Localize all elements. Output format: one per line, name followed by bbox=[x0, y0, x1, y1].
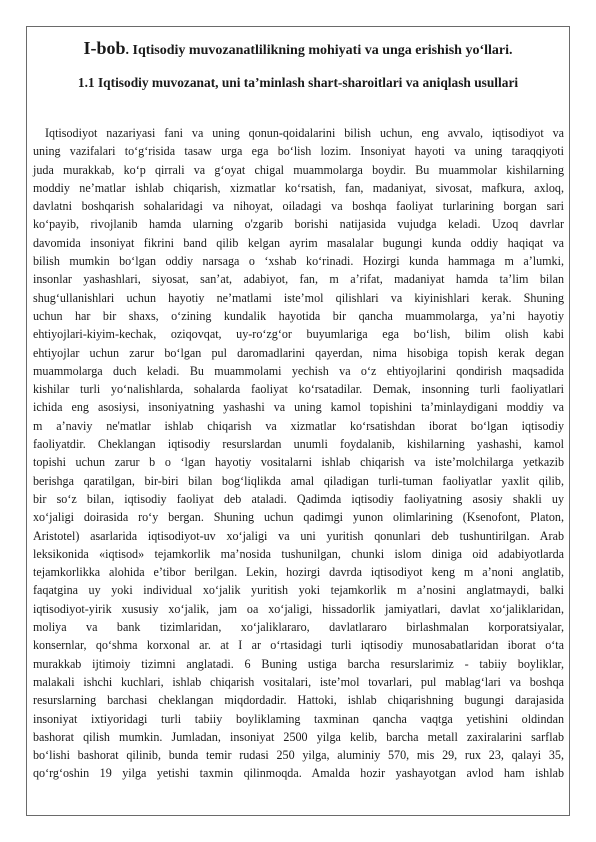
text-line: ehtiyojlar uchun zarur bo‘lgan pul daromadlarini qayerdan, nima hisobiga topish kerak degan bbox=[33, 345, 564, 360]
text-line: xo‘jaligi doirasida ro‘y bergan. Shuning uchun qadimgi yunon olimlarining (Ksenofont, Platon, bbox=[33, 510, 564, 525]
text-line: moliya va bank tizimlaridan, xo‘jaliklararo, davlatlararo birlashmalan korporatsiyalar, bbox=[33, 620, 564, 635]
text-line: ko‘payib, rivojlanib hamda ularning o'zgarib borishi natijasida vujudga keladi. Uzoq davrlar bbox=[33, 217, 564, 232]
text-line: shug‘ullanishlari uchun hayotiy ne’matlami iste’mol qilishlari va kiyinishlari kerak. Shuning bbox=[33, 290, 564, 305]
text-line: kishilar turli yo‘nalishlarda, sohalarda faoliyat ko‘rsatadilar. Demak, insonning turli faoliyatlari bbox=[33, 382, 564, 397]
text-line: muammolarga duch keladi. Bu muammolami yechish va o‘z ehtiyojlarini qondirish maqsadida bbox=[33, 363, 564, 378]
chapter-title-text: . Iqtisodiy muvozanatlilikning mohiyati va unga erishish yo‘llari. bbox=[125, 43, 513, 58]
text-line: bo‘lishi bashorat qilinib, bunda temir rudasi 250 yilga, aluminiy 570, mis 29, rux 23, qalayi 35, bbox=[33, 748, 564, 763]
text-line: ehtiyojlari-kiyim-kechak, oziqovqat, uy-ro‘zg‘or buyumlariga ega bo‘lish, bilim olish kabi bbox=[33, 327, 564, 342]
text-line: berishga qaratilgan, bir-biri bilan bog‘liqlikda amal qiladigan turli-tuman faoliyatlar yaxlit qilib, bbox=[33, 473, 564, 488]
text-line: uchun har bir shaxs, o‘zining kundalik hayotida bir qancha muammolarga, ya’ni hayotiy bbox=[33, 308, 564, 323]
text-line: m a’naviy ne'matlar ishlab chiqarish va xizmatlar ko‘rsatishdan iborat bo‘lgan iqtisodiy bbox=[33, 418, 564, 433]
text-line: moddiy ne’matlar ishlab chiqarish, xizmatlar ko‘rsatish, fan, madaniyat, sivosat, mafkura, axloq, bbox=[33, 180, 564, 195]
text-line: faoliyatdir. Cheklangan iqtisodiy resurslardan unumli foydalanib, kishilarning yashashi, kamol bbox=[33, 437, 564, 452]
text-line: tejamkorlikka alohida e’tibor berilgan. Lekin, hozirgi davrda iqtisodiyot keng m a’noni anglatib, bbox=[33, 565, 564, 580]
text-line: Iqtisodiyot nazariyasi fani va uning qonun-qoidalarini bilish uchun, eng avvalo, iqtisodiyot va bbox=[45, 126, 564, 140]
chapter-label: I-bob bbox=[83, 38, 126, 58]
text-line: malakali ishchi kuchlari, ishlab chiqarish vositalari, iste’mol tovarlari, pul mablag‘lari va boshqa bbox=[33, 674, 564, 689]
text-line: topishi uchun zarur b o ‘lgan hayotiy vositalarni ishlab chiqarish va iste’molchilarga yetkazib bbox=[33, 455, 564, 470]
text-line: bilish mumkin bo‘lgan oddiy narsaga o ‘xshab ko‘rinadi. Hozirgi kunda hammaga m a’lumki, bbox=[33, 254, 564, 269]
section-title: 1.1 Iqtisodiy muvozanat, uni ta’minlash shart-sharoitlari va aniqlash usullari bbox=[77, 75, 519, 90]
text-line: insoniyat ixtiyoridagi turli tabiiy boyliklaming taxminan qancha vaqtga yetishini oldindan bbox=[33, 711, 564, 726]
text-line: davlatni boshqarish sohalaridagi va nihoyat, oiladagi va boshqa faoliyat turlarining borgan sari bbox=[33, 199, 564, 214]
text-line: davomida insoniyat fikrini band qilib kelgan ayrim masalalar bugungi kunda oddiy haqiqat va bbox=[33, 235, 564, 250]
text-line: leksikonida «iqtisod» tejamkorlik ma’nosida tushunilgan, chunki islom diniga oid adabiyotlarda bbox=[33, 546, 564, 561]
chapter-title bbox=[30, 38, 566, 59]
text-line: iqtisodiyot-yirik xususiy xo‘jalik, jam oa xo‘jaligi, hissadorlik jamiyatlari, davlat xo‘jaliklaridan, bbox=[33, 601, 564, 616]
text-line: bir so‘z bilan, iqtisodiy faoliyat deb ataladi. Qadimda iqtisodiy faoliyatning asosiy shakli uy bbox=[33, 491, 564, 506]
text-line: uning vazifalari to‘g‘risida tasaw urga ega bo‘lish lozim. Insoniyat hayoti va uning taraqqiyoti bbox=[33, 144, 564, 159]
text-line: juda murakkab, ko‘p qirrali va g‘oyat chigal muammolarga boydir. Bu muammolar kishilarning bbox=[33, 162, 564, 177]
text-line: faqatgina uy yoki individual xo‘jalik yuritish yoki tejamkorlik m a’nosini anglatmaydi, balki bbox=[33, 583, 564, 598]
body-paragraph bbox=[33, 124, 564, 783]
text-line: resurslarning barchasi cheklangan miqdordadir. Hattoki, ishlab chiqarishning bugungi darajasida bbox=[33, 693, 564, 708]
text-line: Aristotel) asarlarida iqtisodiyot-uv xo‘jaligi va uni yuritish qonunlari deb tushuntirilgan. Arab bbox=[33, 528, 564, 543]
text-line: qo‘rg‘oshin 19 yilga yetishi taxmin qilinmoqda. Amalda hozir yashayotgan avlod ham ishlab bbox=[33, 766, 564, 781]
text-line: insonlar yashashlari, siyosat, san’at, adabiyot, fan, m a’rifat, madaniyat hamda ta’lim bilan bbox=[33, 272, 564, 287]
text-line: bashorat qilish mumkin. Jumladan, insoniyat 2500 yilga kelib, barcha metall zaxiralarini sarflab bbox=[33, 729, 564, 744]
text-line: konsernlar, qo‘shma korxonal ar. at I ar o‘rtasidagi turli iqtisodiy munosabatlaridan iborat o‘ta bbox=[33, 638, 564, 653]
text-line: ichida eng asosiysi, insoniyatning yashashi va uning kamol topishini ta’minlaydigani moddiy va bbox=[33, 400, 564, 415]
text-line: murakkab ijtimoiy tizimni anglatadi. 6 Buning ustiga barcha resurslarimiz - tabiiy boyliklar, bbox=[33, 656, 564, 671]
